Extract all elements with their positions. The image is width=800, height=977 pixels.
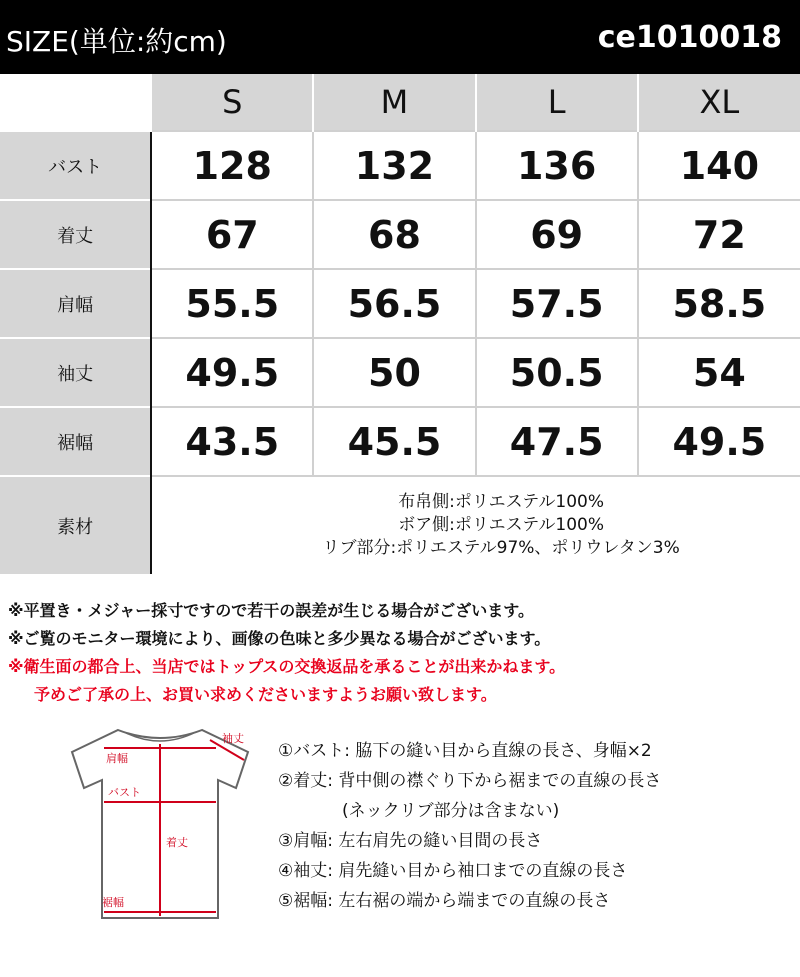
size-col-s: S — [151, 74, 313, 131]
legend-item-length-note: (ネックリブ部分は含まない) — [342, 801, 560, 821]
product-code: ce1010018 — [597, 20, 782, 55]
table-cell: 57.5 — [476, 269, 638, 338]
size-header-row — [0, 74, 800, 131]
tshirt-measure-diagram — [60, 722, 260, 922]
table-cell: 140 — [638, 131, 800, 200]
label-length: 着丈 — [166, 836, 188, 849]
note-measurement: ※平置き・メジャー採寸ですので若干の誤差が生じる場合がございます。 — [8, 601, 534, 620]
label-hem: 裾幅 — [102, 896, 124, 909]
label-sleeve: 袖丈 — [222, 732, 244, 745]
row-label: 着丈 — [0, 200, 151, 269]
table-cell: 68 — [313, 200, 475, 269]
size-unit-title: SIZE(単位:約cm) — [6, 25, 227, 58]
legend-item-hem: ⑤裾幅: 左右裾の端から端までの直線の長さ — [278, 891, 611, 911]
note-no-returns: ※衛生面の都合上、当店ではトップスの交換返品を承ることが出来かねます。 — [8, 657, 566, 676]
measurement-legend — [278, 736, 661, 916]
table-cell: 54 — [638, 338, 800, 407]
note-monitor: ※ご覧のモニター環境により、画像の色味と多少異なる場合がございます。 — [8, 629, 551, 648]
size-col-xl: XL — [638, 74, 800, 131]
legend-item-shoulder: ③肩幅: 左右肩先の縫い目間の長さ — [278, 831, 543, 851]
table-cell: 67 — [151, 200, 313, 269]
header-corner-cell — [0, 74, 151, 131]
row-label: バスト — [0, 131, 151, 200]
table-row-sleeve — [0, 338, 800, 407]
row-label: 肩幅 — [0, 269, 151, 338]
size-table — [0, 74, 800, 574]
table-cell: 50 — [313, 338, 475, 407]
table-cell: 47.5 — [476, 407, 638, 476]
size-col-l: L — [476, 74, 638, 131]
table-cell: 55.5 — [151, 269, 313, 338]
legend-item-length: ②着丈: 背中側の襟ぐり下から裾までの直線の長さ — [278, 771, 662, 791]
table-cell: 49.5 — [151, 338, 313, 407]
table-cell: 128 — [151, 131, 313, 200]
table-cell: 136 — [476, 131, 638, 200]
table-row-material — [0, 476, 800, 574]
row-label: 袖丈 — [0, 338, 151, 407]
row-label: 素材 — [0, 476, 151, 574]
table-cell: 69 — [476, 200, 638, 269]
table-row-length — [0, 200, 800, 269]
legend-item-sleeve: ④袖丈: 肩先縫い目から袖口までの直線の長さ — [278, 861, 628, 881]
material-line: 布帛側:ポリエステル100% — [398, 492, 604, 512]
material-line: ボア側:ポリエステル100% — [398, 515, 604, 535]
label-shoulder: 肩幅 — [106, 752, 128, 765]
note-acknowledge: 予めご了承の上、お買い求めくださいますようお願い致します。 — [34, 685, 497, 704]
table-cell: 72 — [638, 200, 800, 269]
size-col-m: M — [313, 74, 475, 131]
material-line: リブ部分:ポリエステル97%、ポリウレタン3% — [322, 538, 680, 558]
table-row-bust — [0, 131, 800, 200]
table-row-hem — [0, 407, 800, 476]
table-row-shoulder — [0, 269, 800, 338]
table-cell: 49.5 — [638, 407, 800, 476]
table-cell: 58.5 — [638, 269, 800, 338]
table-cell: 50.5 — [476, 338, 638, 407]
table-cell: 132 — [313, 131, 475, 200]
table-cell: 43.5 — [151, 407, 313, 476]
legend-item-bust: ①バスト: 脇下の縫い目から直線の長さ、身幅×2 — [278, 741, 652, 761]
header-bar — [0, 0, 800, 74]
table-cell: 45.5 — [313, 407, 475, 476]
row-label: 裾幅 — [0, 407, 151, 476]
material-cell — [151, 476, 800, 574]
notes-block — [8, 597, 798, 709]
label-bust: バスト — [108, 786, 141, 799]
table-cell: 56.5 — [313, 269, 475, 338]
